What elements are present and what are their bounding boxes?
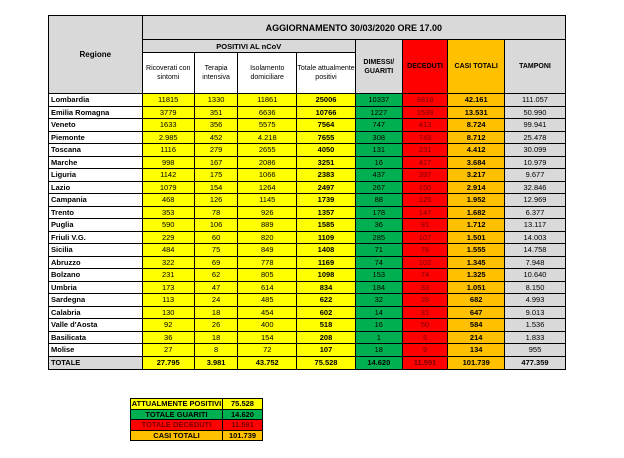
table-row bbox=[49, 319, 566, 332]
cell-dimessi: 32 bbox=[355, 294, 402, 307]
header-dimessi: DIMESSI/ GUARITI bbox=[355, 40, 402, 94]
update-title: AGGIORNAMENTO 30/03/2020 ORE 17.00 bbox=[142, 16, 565, 40]
cell-casi-totali: 214 bbox=[448, 331, 505, 344]
cell-casi-totali: 584 bbox=[448, 319, 505, 332]
summary-value: 101.739 bbox=[223, 430, 263, 441]
summary-label: TOTALE DECEDUTI bbox=[131, 420, 223, 431]
cell-totale-positivi: 1098 bbox=[297, 269, 356, 282]
cell-ricoverati: 92 bbox=[142, 319, 194, 332]
table-row bbox=[49, 306, 566, 319]
cell-tamponi: 9.013 bbox=[504, 306, 565, 319]
table-row bbox=[49, 119, 566, 132]
cell-totale-positivi: 1169 bbox=[297, 256, 356, 269]
cell-totale-positivi: 518 bbox=[297, 319, 356, 332]
cell-deceduti: 28 bbox=[402, 294, 448, 307]
summary-label: ATTUALMENTE POSITIVI bbox=[131, 399, 222, 409]
header-terapia: Terapia intensiva bbox=[194, 53, 238, 94]
cell-totale-positivi: 25006 bbox=[297, 94, 356, 107]
cell-totale-positivi: 7655 bbox=[297, 131, 356, 144]
table-row bbox=[49, 156, 566, 169]
cell-totale-positivi: 3251 bbox=[297, 156, 356, 169]
cell-totale-positivi: 208 bbox=[297, 331, 356, 344]
cell-deceduti: 31 bbox=[402, 306, 448, 319]
cell-totale-positivi: 1408 bbox=[297, 244, 356, 257]
cell-casi-totali: 1.555 bbox=[448, 244, 505, 257]
cell-casi-totali: 1.345 bbox=[448, 256, 505, 269]
cell-deceduti: 50 bbox=[402, 319, 448, 332]
cell-terapia: 154 bbox=[194, 181, 238, 194]
cell-isolamento: 926 bbox=[238, 206, 297, 219]
cell-isolamento: 2086 bbox=[238, 156, 297, 169]
cell-dimessi: 16 bbox=[355, 319, 402, 332]
total-positivi: 75.528 bbox=[297, 356, 356, 369]
cell-tamponi: 6.377 bbox=[504, 206, 565, 219]
cell-terapia: 167 bbox=[194, 156, 238, 169]
cell-terapia: 279 bbox=[194, 144, 238, 157]
cell-casi-totali: 8.712 bbox=[448, 131, 505, 144]
cell-tamponi: 13.117 bbox=[504, 219, 565, 232]
cell-tamponi: 9.677 bbox=[504, 169, 565, 182]
cell-deceduti: 5 bbox=[402, 331, 448, 344]
header-casi-totali: CASI TOTALI bbox=[448, 40, 505, 94]
cell-terapia: 452 bbox=[194, 131, 238, 144]
cell-dimessi: 74 bbox=[355, 256, 402, 269]
cell-terapia: 24 bbox=[194, 294, 238, 307]
summary-row-deceduti bbox=[131, 420, 263, 431]
cell-totale-positivi: 7564 bbox=[297, 119, 356, 132]
cell-dimessi: 16 bbox=[355, 156, 402, 169]
cell-region-name: Lazio bbox=[49, 181, 143, 194]
cell-isolamento: 4.218 bbox=[238, 131, 297, 144]
cell-isolamento: 889 bbox=[238, 219, 297, 232]
cell-region-name: Sardegna bbox=[49, 294, 143, 307]
table-row bbox=[49, 206, 566, 219]
table-row bbox=[49, 194, 566, 207]
cell-deceduti: 147 bbox=[402, 206, 448, 219]
total-terapia: 3.981 bbox=[194, 356, 238, 369]
summary-value: 14.620 bbox=[223, 409, 263, 420]
cell-casi-totali: 647 bbox=[448, 306, 505, 319]
cell-region-name: Abruzzo bbox=[49, 256, 143, 269]
cell-ricoverati: 3779 bbox=[142, 106, 194, 119]
cell-ricoverati: 590 bbox=[142, 219, 194, 232]
cell-ricoverati: 1116 bbox=[142, 144, 194, 157]
table-row bbox=[49, 94, 566, 107]
cell-isolamento: 614 bbox=[238, 281, 297, 294]
total-isolamento: 43.752 bbox=[238, 356, 297, 369]
summary-label: TOTALE GUARITI bbox=[131, 409, 223, 420]
cell-isolamento: 485 bbox=[238, 294, 297, 307]
cell-isolamento: 805 bbox=[238, 269, 297, 282]
cell-deceduti: 125 bbox=[402, 194, 448, 207]
cell-totale-positivi: 1357 bbox=[297, 206, 356, 219]
cell-region-name: Emilia Romagna bbox=[49, 106, 143, 119]
cell-dimessi: 10337 bbox=[355, 94, 402, 107]
summary-value: 75.528 bbox=[223, 399, 263, 410]
cell-terapia: 106 bbox=[194, 219, 238, 232]
cell-totale-positivi: 834 bbox=[297, 281, 356, 294]
cell-totale-positivi: 1109 bbox=[297, 231, 356, 244]
cell-deceduti: 1538 bbox=[402, 106, 448, 119]
table-row bbox=[49, 106, 566, 119]
cell-region-name: Calabria bbox=[49, 306, 143, 319]
cell-deceduti: 9 bbox=[402, 344, 448, 357]
cell-deceduti: 33 bbox=[402, 281, 448, 294]
cell-dimessi: 178 bbox=[355, 206, 402, 219]
cell-isolamento: 849 bbox=[238, 244, 297, 257]
header-deceduti: DECEDUTI bbox=[402, 40, 448, 94]
cell-totale-positivi: 4050 bbox=[297, 144, 356, 157]
header-ricoverati: Ricoverati con sintomi bbox=[142, 53, 194, 94]
cell-casi-totali: 2.914 bbox=[448, 181, 505, 194]
cell-region-name: Sicilia bbox=[49, 244, 143, 257]
cell-tamponi: 99.941 bbox=[504, 119, 565, 132]
summary-row-positivi bbox=[131, 399, 263, 410]
cell-totale-positivi: 2497 bbox=[297, 181, 356, 194]
cell-region-name: Piemonte bbox=[49, 131, 143, 144]
cell-deceduti: 413 bbox=[402, 119, 448, 132]
table-row bbox=[49, 269, 566, 282]
cell-dimessi: 747 bbox=[355, 119, 402, 132]
table-row bbox=[49, 344, 566, 357]
cell-isolamento: 72 bbox=[238, 344, 297, 357]
cell-isolamento: 2655 bbox=[238, 144, 297, 157]
cell-region-name: Lombardia bbox=[49, 94, 143, 107]
covid-data-table bbox=[48, 15, 566, 370]
cell-casi-totali: 1.682 bbox=[448, 206, 505, 219]
cell-terapia: 78 bbox=[194, 206, 238, 219]
cell-totale-positivi: 622 bbox=[297, 294, 356, 307]
cell-region-name: Toscana bbox=[49, 144, 143, 157]
table-row bbox=[49, 181, 566, 194]
cell-deceduti: 76 bbox=[402, 244, 448, 257]
cell-deceduti: 107 bbox=[402, 231, 448, 244]
cell-casi-totali: 1.325 bbox=[448, 269, 505, 282]
cell-totale-positivi: 107 bbox=[297, 344, 356, 357]
cell-ricoverati: 322 bbox=[142, 256, 194, 269]
cell-isolamento: 6636 bbox=[238, 106, 297, 119]
cell-region-name: Molise bbox=[49, 344, 143, 357]
cell-tamponi: 25.478 bbox=[504, 131, 565, 144]
cell-deceduti: 231 bbox=[402, 144, 448, 157]
cell-ricoverati: 231 bbox=[142, 269, 194, 282]
cell-terapia: 62 bbox=[194, 269, 238, 282]
header-positivi-group: POSITIVI AL nCoV bbox=[142, 40, 355, 53]
cell-ricoverati: 998 bbox=[142, 156, 194, 169]
cell-region-name: Friuli V.G. bbox=[49, 231, 143, 244]
cell-casi-totali: 134 bbox=[448, 344, 505, 357]
cell-terapia: 351 bbox=[194, 106, 238, 119]
cell-tamponi: 12.969 bbox=[504, 194, 565, 207]
cell-deceduti: 150 bbox=[402, 181, 448, 194]
total-deceduti: 11.591 bbox=[402, 356, 448, 369]
table-row bbox=[49, 281, 566, 294]
header-regione: Regione bbox=[49, 16, 143, 94]
cell-totale-positivi: 2383 bbox=[297, 169, 356, 182]
summary-row-casi bbox=[131, 430, 263, 441]
cell-ricoverati: 11815 bbox=[142, 94, 194, 107]
table-row bbox=[49, 256, 566, 269]
cell-casi-totali: 8.724 bbox=[448, 119, 505, 132]
cell-deceduti: 74 bbox=[402, 269, 448, 282]
cell-isolamento: 1066 bbox=[238, 169, 297, 182]
table-row bbox=[49, 231, 566, 244]
cell-ricoverati: 484 bbox=[142, 244, 194, 257]
table-row bbox=[49, 219, 566, 232]
cell-terapia: 47 bbox=[194, 281, 238, 294]
cell-dimessi: 153 bbox=[355, 269, 402, 282]
cell-region-name: Marche bbox=[49, 156, 143, 169]
totals-row bbox=[49, 356, 566, 369]
cell-casi-totali: 682 bbox=[448, 294, 505, 307]
table-row bbox=[49, 331, 566, 344]
cell-terapia: 356 bbox=[194, 119, 238, 132]
cell-ricoverati: 113 bbox=[142, 294, 194, 307]
cell-totale-positivi: 602 bbox=[297, 306, 356, 319]
cell-casi-totali: 13.531 bbox=[448, 106, 505, 119]
cell-casi-totali: 3.684 bbox=[448, 156, 505, 169]
cell-deceduti: 397 bbox=[402, 169, 448, 182]
total-ricoverati: 27.795 bbox=[142, 356, 194, 369]
table-row bbox=[49, 244, 566, 257]
cell-tamponi: 10.640 bbox=[504, 269, 565, 282]
cell-deceduti: 417 bbox=[402, 156, 448, 169]
header-tamponi: TAMPONI bbox=[504, 40, 565, 94]
cell-ricoverati: 173 bbox=[142, 281, 194, 294]
cell-terapia: 175 bbox=[194, 169, 238, 182]
cell-isolamento: 820 bbox=[238, 231, 297, 244]
cell-casi-totali: 3.217 bbox=[448, 169, 505, 182]
cell-isolamento: 11861 bbox=[238, 94, 297, 107]
cell-casi-totali: 1.501 bbox=[448, 231, 505, 244]
header-isolamento: Isolamento domiciliare bbox=[238, 53, 297, 94]
totals-label: TOTALE bbox=[49, 356, 143, 369]
cell-terapia: 75 bbox=[194, 244, 238, 257]
cell-ricoverati: 2.985 bbox=[142, 131, 194, 144]
cell-dimessi: 184 bbox=[355, 281, 402, 294]
cell-tamponi: 14.003 bbox=[504, 231, 565, 244]
cell-tamponi: 14.758 bbox=[504, 244, 565, 257]
total-casi: 101.739 bbox=[448, 356, 505, 369]
summary-table bbox=[130, 398, 263, 441]
cell-tamponi: 7.948 bbox=[504, 256, 565, 269]
cell-tamponi: 955 bbox=[504, 344, 565, 357]
summary-row-guariti bbox=[131, 409, 263, 420]
cell-totale-positivi: 1585 bbox=[297, 219, 356, 232]
cell-casi-totali: 42.161 bbox=[448, 94, 505, 107]
cell-ricoverati: 130 bbox=[142, 306, 194, 319]
cell-region-name: Campania bbox=[49, 194, 143, 207]
cell-totale-positivi: 1739 bbox=[297, 194, 356, 207]
cell-dimessi: 1 bbox=[355, 331, 402, 344]
cell-region-name: Bolzano bbox=[49, 269, 143, 282]
cell-isolamento: 778 bbox=[238, 256, 297, 269]
cell-terapia: 8 bbox=[194, 344, 238, 357]
cell-ricoverati: 229 bbox=[142, 231, 194, 244]
cell-tamponi: 1.833 bbox=[504, 331, 565, 344]
cell-terapia: 126 bbox=[194, 194, 238, 207]
total-dimessi: 14.620 bbox=[355, 356, 402, 369]
header-totale-positivi: Totale attualmente positivi bbox=[297, 53, 356, 94]
cell-dimessi: 14 bbox=[355, 306, 402, 319]
cell-tamponi: 111.057 bbox=[504, 94, 565, 107]
cell-ricoverati: 27 bbox=[142, 344, 194, 357]
cell-isolamento: 5575 bbox=[238, 119, 297, 132]
cell-isolamento: 1264 bbox=[238, 181, 297, 194]
summary-label: CASI TOTALI bbox=[131, 430, 223, 441]
table-row bbox=[49, 131, 566, 144]
cell-tamponi: 1.536 bbox=[504, 319, 565, 332]
cell-tamponi: 10.979 bbox=[504, 156, 565, 169]
cell-region-name: Trento bbox=[49, 206, 143, 219]
cell-totale-positivi: 10766 bbox=[297, 106, 356, 119]
table-row bbox=[49, 169, 566, 182]
cell-isolamento: 154 bbox=[238, 331, 297, 344]
cell-casi-totali: 4.412 bbox=[448, 144, 505, 157]
cell-region-name: Liguria bbox=[49, 169, 143, 182]
cell-region-name: Umbria bbox=[49, 281, 143, 294]
cell-ricoverati: 468 bbox=[142, 194, 194, 207]
cell-casi-totali: 1.051 bbox=[448, 281, 505, 294]
cell-deceduti: 6818 bbox=[402, 94, 448, 107]
cell-region-name: Puglia bbox=[49, 219, 143, 232]
cell-casi-totali: 1.952 bbox=[448, 194, 505, 207]
cell-dimessi: 88 bbox=[355, 194, 402, 207]
cell-ricoverati: 1142 bbox=[142, 169, 194, 182]
total-tamponi: 477.359 bbox=[504, 356, 565, 369]
cell-region-name: Valle d'Aosta bbox=[49, 319, 143, 332]
cell-dimessi: 308 bbox=[355, 131, 402, 144]
cell-dimessi: 18 bbox=[355, 344, 402, 357]
cell-terapia: 1330 bbox=[194, 94, 238, 107]
cell-ricoverati: 1633 bbox=[142, 119, 194, 132]
cell-tamponi: 50.990 bbox=[504, 106, 565, 119]
cell-dimessi: 71 bbox=[355, 244, 402, 257]
cell-tamponi: 30.099 bbox=[504, 144, 565, 157]
cell-terapia: 18 bbox=[194, 331, 238, 344]
cell-isolamento: 1145 bbox=[238, 194, 297, 207]
cell-tamponi: 8.150 bbox=[504, 281, 565, 294]
cell-region-name: Veneto bbox=[49, 119, 143, 132]
cell-ricoverati: 36 bbox=[142, 331, 194, 344]
cell-dimessi: 267 bbox=[355, 181, 402, 194]
cell-isolamento: 454 bbox=[238, 306, 297, 319]
cell-casi-totali: 1.712 bbox=[448, 219, 505, 232]
cell-dimessi: 1227 bbox=[355, 106, 402, 119]
cell-terapia: 60 bbox=[194, 231, 238, 244]
cell-terapia: 18 bbox=[194, 306, 238, 319]
cell-isolamento: 400 bbox=[238, 319, 297, 332]
cell-ricoverati: 353 bbox=[142, 206, 194, 219]
summary-value: 11.591 bbox=[223, 420, 263, 431]
cell-deceduti: 91 bbox=[402, 219, 448, 232]
cell-terapia: 26 bbox=[194, 319, 238, 332]
cell-ricoverati: 1079 bbox=[142, 181, 194, 194]
cell-deceduti: 102 bbox=[402, 256, 448, 269]
cell-dimessi: 437 bbox=[355, 169, 402, 182]
cell-dimessi: 285 bbox=[355, 231, 402, 244]
cell-region-name: Basilicata bbox=[49, 331, 143, 344]
cell-dimessi: 131 bbox=[355, 144, 402, 157]
table-row bbox=[49, 144, 566, 157]
cell-tamponi: 4.993 bbox=[504, 294, 565, 307]
table-row bbox=[49, 294, 566, 307]
cell-dimessi: 36 bbox=[355, 219, 402, 232]
cell-deceduti: 749 bbox=[402, 131, 448, 144]
cell-tamponi: 32.846 bbox=[504, 181, 565, 194]
cell-terapia: 69 bbox=[194, 256, 238, 269]
